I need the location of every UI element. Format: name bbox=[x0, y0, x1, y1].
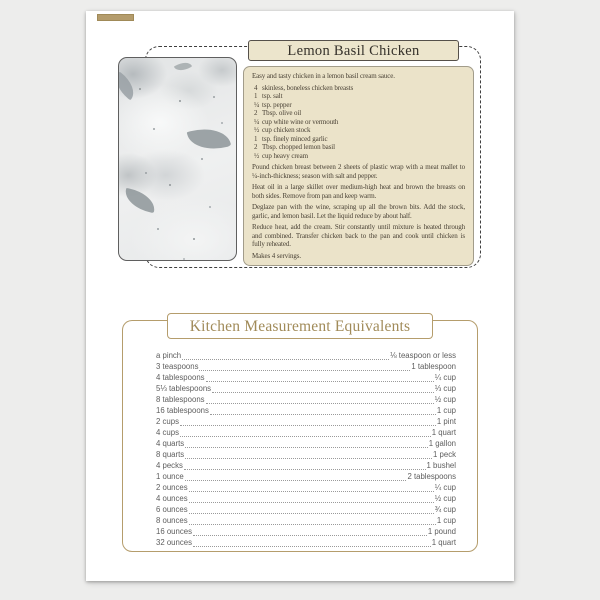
dotted-leader bbox=[189, 524, 436, 525]
recipe-step: Heat oil in a large skillet over medium-high heat and brown the breasts on both sides. Remove from pan and keep warm. bbox=[252, 183, 465, 200]
basil-leaf-shape bbox=[174, 59, 192, 75]
equivalent-measure-from: 8 ounces bbox=[156, 516, 188, 525]
equivalent-measure-to: 1 cup bbox=[436, 406, 456, 415]
equivalents-row bbox=[156, 483, 456, 494]
ingredients-list bbox=[252, 84, 465, 161]
equivalent-measure-from: 16 ounces bbox=[156, 527, 192, 536]
ingredient-name: tsp. pepper bbox=[262, 100, 292, 109]
equivalent-measure-to: 1 quart bbox=[431, 428, 456, 437]
recipe-intro: Easy and tasty chicken in a lemon basil cream sauce. bbox=[252, 72, 395, 80]
dotted-leader bbox=[193, 535, 427, 536]
equivalent-measure-from: 32 ounces bbox=[156, 538, 192, 547]
basil-leaf-shape bbox=[122, 188, 157, 213]
ingredient-quantity: ½ bbox=[254, 151, 260, 160]
dotted-leader bbox=[189, 491, 434, 492]
equivalent-measure-from: 4 cups bbox=[156, 428, 179, 437]
equivalent-measure-from: 4 tablespoons bbox=[156, 373, 205, 382]
ingredient-name: Tbsp. olive oil bbox=[262, 109, 302, 117]
recipe-title-box bbox=[248, 40, 459, 61]
ingredient-quantity: ¼ bbox=[254, 100, 260, 109]
equivalent-measure-to: ½ cup bbox=[434, 395, 456, 404]
equivalents-title: Kitchen Measurement Equivalents bbox=[189, 317, 411, 335]
equivalents-row bbox=[156, 406, 456, 417]
dotted-leader bbox=[206, 403, 434, 404]
equivalents-row bbox=[156, 373, 456, 384]
recipe-step: Reduce heat, add the cream. Stir constantly until mixture is heated through and combined. Transfer chicken back to the pan and cook until chicken is fully reheated. bbox=[252, 223, 465, 248]
ingredient-row bbox=[252, 143, 465, 152]
equivalent-measure-to: 1 cup bbox=[436, 516, 456, 525]
equivalent-measure-to: 2 tablespoons bbox=[407, 472, 456, 481]
dotted-leader bbox=[185, 480, 407, 481]
ingredient-name: cup heavy cream bbox=[262, 151, 308, 160]
dotted-leader bbox=[206, 381, 434, 382]
ingredient-quantity: 1 bbox=[254, 92, 258, 100]
ingredient-row bbox=[252, 135, 465, 144]
ingredient-name: cup chicken stock bbox=[262, 126, 311, 134]
ingredient-row bbox=[252, 126, 465, 135]
ingredient-quantity: 2 bbox=[254, 109, 258, 117]
ingredient-name: cup white wine or vermouth bbox=[262, 117, 339, 126]
dotted-leader bbox=[199, 370, 410, 371]
equivalents-row bbox=[156, 439, 456, 450]
ingredient-row bbox=[252, 152, 465, 161]
dotted-leader bbox=[185, 447, 428, 448]
ingredient-quantity: 2 bbox=[254, 143, 258, 151]
equivalents-row bbox=[156, 516, 456, 527]
equivalents-row bbox=[156, 428, 456, 439]
equivalent-measure-to: ½ cup bbox=[434, 494, 456, 503]
dotted-leader bbox=[212, 392, 434, 393]
equivalents-row bbox=[156, 384, 456, 395]
equivalent-measure-from: 16 tablespoons bbox=[156, 406, 209, 415]
equivalents-list bbox=[156, 351, 456, 549]
page bbox=[86, 11, 514, 581]
recipe-yield: Makes 4 servings. bbox=[252, 251, 302, 260]
recipe-step: Deglaze pan with the wine, scraping up all the brown bits. Add the stock, garlic, and lemon basil. Let the liquid reduce by about half. bbox=[252, 203, 465, 220]
equivalents-row bbox=[156, 351, 456, 362]
recipe-content-box bbox=[243, 66, 474, 266]
equivalent-measure-to: 1 peck bbox=[433, 450, 456, 459]
equivalent-measure-from: 8 quarts bbox=[156, 450, 185, 459]
ingredient-quantity: ½ bbox=[254, 126, 260, 134]
dotted-leader bbox=[180, 425, 436, 426]
dotted-leader bbox=[193, 546, 431, 547]
equivalent-measure-from: 3 teaspoons bbox=[156, 362, 199, 371]
equivalents-row bbox=[156, 450, 456, 461]
equivalents-row bbox=[156, 494, 456, 505]
dotted-leader bbox=[182, 359, 389, 360]
equivalent-measure-from: a pinch bbox=[156, 351, 182, 360]
dotted-leader bbox=[189, 513, 434, 514]
ingredient-name: skinless, boneless chicken breasts bbox=[262, 83, 354, 92]
ingredient-quantity: 4 bbox=[254, 83, 258, 92]
recipe-title: Lemon Basil Chicken bbox=[287, 42, 420, 59]
equivalent-measure-to: ¼ cup bbox=[434, 483, 456, 492]
equivalents-row bbox=[156, 538, 456, 549]
equivalent-measure-to: 1 gallon bbox=[428, 439, 456, 448]
equivalent-measure-from: 2 cups bbox=[156, 417, 179, 426]
ingredient-row bbox=[252, 118, 465, 127]
dotted-leader bbox=[180, 436, 431, 437]
equivalent-measure-from: 4 ounces bbox=[156, 494, 188, 503]
photo-speckle-texture bbox=[139, 88, 141, 90]
basil-leaf-shape bbox=[187, 122, 232, 155]
ingredient-name: tsp. finely minced garlic bbox=[262, 134, 328, 143]
dotted-leader bbox=[184, 469, 426, 470]
recipe-step: Pound chicken breast between 2 sheets of plastic wrap with a meat mallet to ¼-inch-thickness; season with salt and pepper. bbox=[252, 163, 465, 180]
equivalent-measure-from: 2 ounces bbox=[156, 483, 188, 492]
ingredient-quantity: 1 bbox=[254, 134, 258, 143]
equivalent-measure-to: 1 tablespoon bbox=[411, 362, 456, 371]
dotted-leader bbox=[210, 414, 436, 415]
equivalent-measure-from: 4 quarts bbox=[156, 439, 185, 448]
ingredient-row bbox=[252, 101, 465, 110]
equivalents-row bbox=[156, 461, 456, 472]
page-tab-marker bbox=[97, 14, 134, 21]
equivalent-measure-to: 1 pint bbox=[436, 417, 456, 426]
dotted-leader bbox=[189, 502, 434, 503]
equivalents-row bbox=[156, 505, 456, 516]
equivalent-measure-to: 1 bushel bbox=[426, 461, 456, 470]
equivalents-row bbox=[156, 472, 456, 483]
ingredient-quantity: ¼ bbox=[254, 117, 260, 126]
ingredient-name: tsp. salt bbox=[262, 92, 283, 100]
equivalent-measure-from: 1 ounce bbox=[156, 472, 184, 481]
equivalents-title-box bbox=[167, 313, 433, 339]
equivalent-measure-from: 4 pecks bbox=[156, 461, 183, 470]
equivalents-row bbox=[156, 417, 456, 428]
equivalent-measure-from: 8 tablespoons bbox=[156, 395, 205, 404]
equivalent-measure-from: 6 ounces bbox=[156, 505, 188, 514]
equivalents-row bbox=[156, 527, 456, 538]
ingredient-row bbox=[252, 109, 465, 118]
recipe-steps bbox=[252, 163, 465, 249]
equivalent-measure-to: ¾ cup bbox=[434, 505, 456, 514]
equivalent-measure-to: ¼ cup bbox=[434, 373, 456, 382]
equivalent-measure-to: ⅛ teaspoon or less bbox=[390, 351, 456, 360]
equivalent-measure-to: 1 quart bbox=[431, 538, 456, 547]
ingredient-row bbox=[252, 92, 465, 101]
equivalent-measure-to: 1 pound bbox=[427, 527, 456, 536]
basil-leaf-shape bbox=[118, 72, 140, 101]
equivalents-box bbox=[122, 317, 478, 552]
equivalent-measure-to: ⅓ cup bbox=[434, 384, 456, 393]
equivalents-row bbox=[156, 362, 456, 373]
equivalent-measure-from: 5⅓ tablespoons bbox=[156, 384, 212, 393]
recipe-photo bbox=[118, 57, 237, 261]
ingredient-row bbox=[252, 84, 465, 93]
equivalents-row bbox=[156, 395, 456, 406]
ingredient-name: Tbsp. chopped lemon basil bbox=[262, 143, 335, 151]
dotted-leader bbox=[185, 458, 432, 459]
